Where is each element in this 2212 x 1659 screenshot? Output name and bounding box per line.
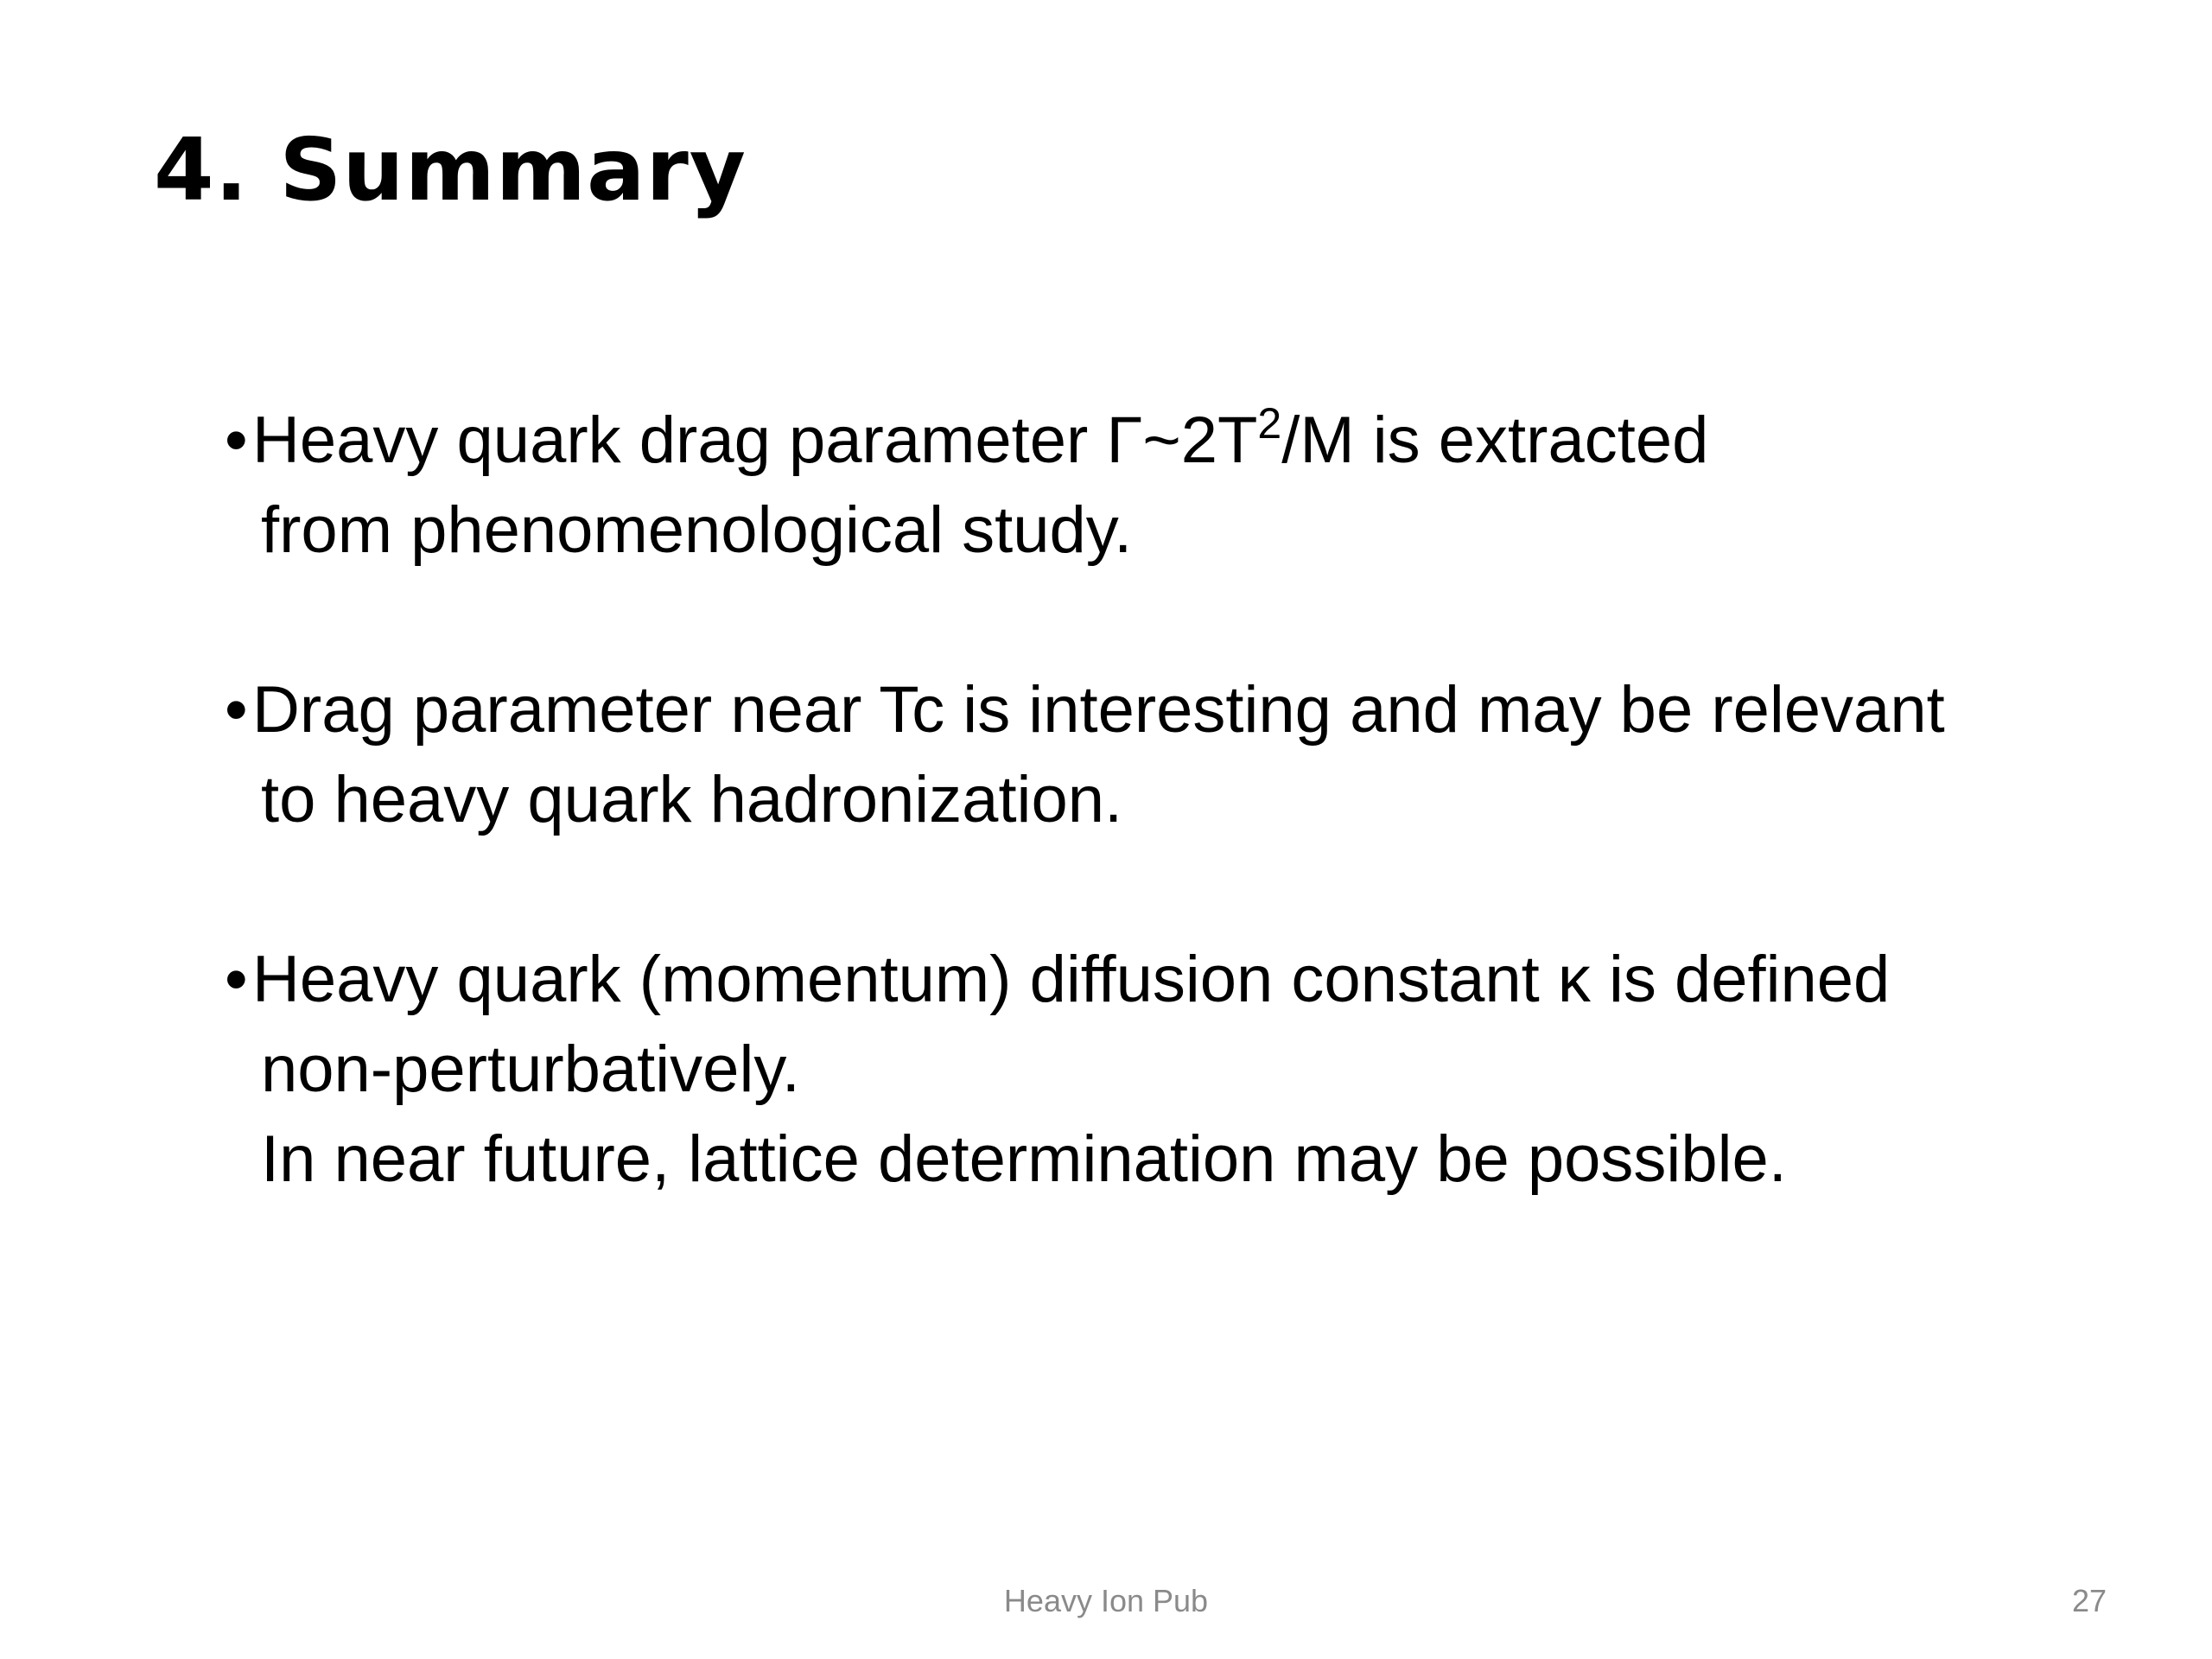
footer-text: Heavy Ion Pub [1003,1583,1209,1618]
bullet-text: Heavy quark drag parameter Γ~2T [252,404,1258,477]
bullet-marker: • [225,943,248,1016]
bullet-marker: • [225,404,248,477]
bullet-item-drag-parameter [225,396,2160,575]
bullet-list [225,396,2160,1294]
bullet-continuation-line: In near future, lattice determination may be possible. [261,1122,1787,1196]
bullet-text: Drag parameter near Tc is interesting and may be relevant [252,673,1945,747]
bullet-continuation-line: from phenomenological study. [261,493,1133,567]
bullet-marker: • [225,673,248,747]
bullet-first-line [225,935,2160,1025]
bullet-item-diffusion-constant [225,935,2160,1205]
bullet-text: Heavy quark (momentum) diffusion constant κ is defined [252,943,1891,1016]
bullet-item-near-tc [225,665,2160,845]
slide-title: 4. Summary [154,119,747,220]
bullet-first-line [225,396,2160,486]
bullet-continuation-line: non-perturbatively. [261,1033,800,1106]
page-number: 27 [2071,1583,2107,1618]
superscript-exponent: 2 [1257,399,1282,448]
bullet-first-line [225,665,2160,755]
bullet-continuation-line: to heavy quark hadronization. [261,763,1123,836]
bullet-text: /M is extracted [1281,404,1709,477]
